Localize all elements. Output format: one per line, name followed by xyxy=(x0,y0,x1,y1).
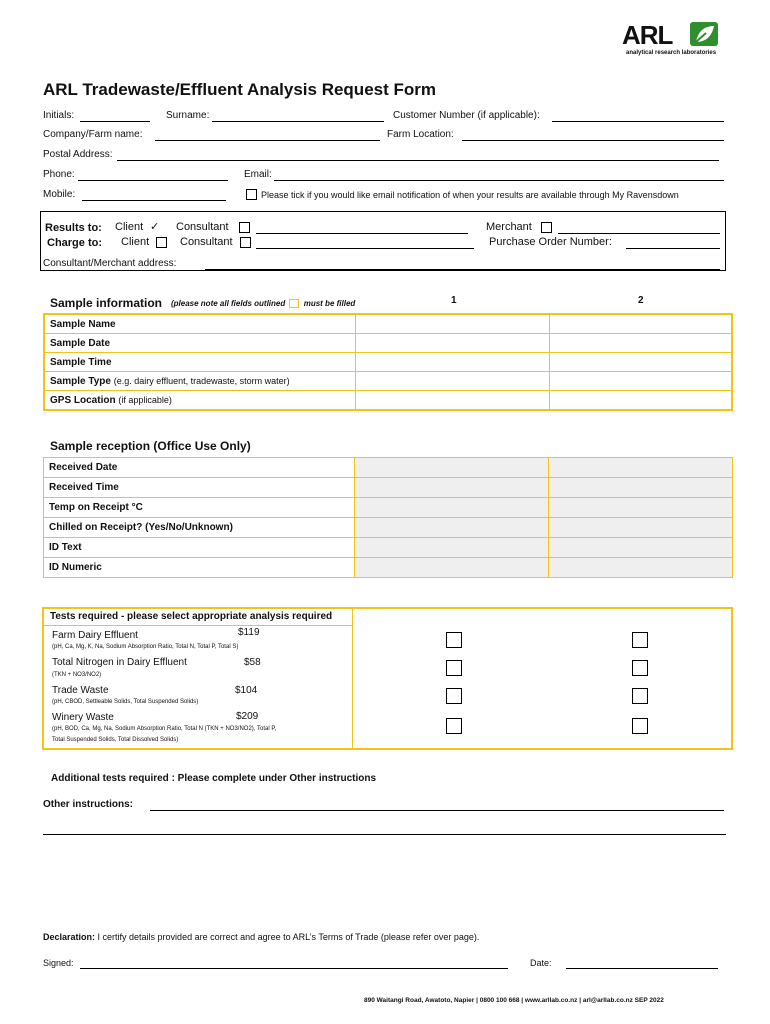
table-row xyxy=(44,314,732,334)
address-field[interactable] xyxy=(205,269,720,270)
signature-field[interactable] xyxy=(80,968,508,969)
row-label: Sample Time xyxy=(50,356,112,368)
other-instructions-field-2[interactable] xyxy=(43,834,726,835)
office-cell xyxy=(549,538,733,558)
outline-legend-icon xyxy=(289,299,299,308)
gps-location-2[interactable] xyxy=(550,391,733,411)
declaration xyxy=(43,932,479,942)
test-desc-farm-dairy: (pH, Ca, Mg, K, Na, Sodium Absorption Ratio, Total N, Total P, Total S) xyxy=(52,644,239,650)
declaration-text: I certify details provided are correct and agree to ARL’s Terms of Trade (please refer over page). xyxy=(97,932,480,942)
charge-to-label: Charge to: xyxy=(47,237,102,249)
email-notify-label: Please tick if you would like email notification of when your results are available through My Ravensdown xyxy=(261,190,679,200)
checkmark-icon[interactable]: ✓ xyxy=(150,221,160,233)
signed-label: Signed: xyxy=(43,958,74,968)
office-cell xyxy=(355,458,549,478)
sample-type-2[interactable] xyxy=(550,372,733,391)
results-client-label: Client xyxy=(115,221,144,233)
row-note: (e.g. dairy effluent, tradewaste, storm water) xyxy=(113,375,290,386)
charge-consultant-field[interactable] xyxy=(256,248,474,249)
office-cell xyxy=(549,558,733,578)
date-field[interactable] xyxy=(566,968,718,969)
office-cell xyxy=(355,478,549,498)
surname-label: Surname: xyxy=(166,110,210,121)
test-desc-winery-waste: (pH, BOD, Ca, Mg, Na, Sodium Absorption Ratio, Total N (TKN + NO3/NO2), Total P, xyxy=(52,726,277,732)
office-cell xyxy=(549,458,733,478)
trade-waste-checkbox-2[interactable] xyxy=(632,688,648,704)
winery-waste-checkbox-2[interactable] xyxy=(632,718,648,734)
date-label: Date: xyxy=(530,958,552,968)
other-instructions-field[interactable] xyxy=(150,810,724,811)
phone-label: Phone: xyxy=(43,169,75,180)
test-name-winery-waste: Winery Waste xyxy=(52,712,114,723)
declaration-label: Declaration: xyxy=(43,932,96,942)
results-merchant-field[interactable] xyxy=(558,233,720,234)
sample-name-2[interactable] xyxy=(550,314,733,334)
table-row xyxy=(44,478,733,498)
sample-info-note-suffix: must be filled xyxy=(303,299,356,308)
test-desc2-winery-waste: Total Suspended Solids, Total Dissolved Solids) xyxy=(52,737,179,743)
email-label: Email: xyxy=(244,169,272,180)
test-price-farm-dairy: $119 xyxy=(238,627,260,638)
farm-dairy-checkbox-2[interactable] xyxy=(632,632,648,648)
office-cell xyxy=(549,518,733,538)
logo-tagline: analytical research laboratories xyxy=(626,50,717,56)
sample-date-1[interactable] xyxy=(356,334,550,353)
tests-column-divider xyxy=(352,607,353,750)
total-nitrogen-checkbox-2[interactable] xyxy=(632,660,648,676)
total-nitrogen-checkbox-1[interactable] xyxy=(446,660,462,676)
sample-info-note xyxy=(171,299,355,308)
farm-location-label: Farm Location: xyxy=(387,129,454,140)
company-label: Company/Farm name: xyxy=(43,129,143,140)
page-title: ARL Tradewaste/Effluent Analysis Request Form xyxy=(43,80,436,99)
farm-location-field[interactable] xyxy=(462,140,724,141)
test-desc-trade-waste: (pH, CBOD, Settleable Solids, Total Suspended Solids) xyxy=(52,699,199,705)
row-label: Temp on Receipt °C xyxy=(49,502,143,513)
office-cell xyxy=(355,558,549,578)
results-consultant-label: Consultant xyxy=(176,221,229,233)
test-desc-total-nitrogen: (TKN + NO3/NO2) xyxy=(52,672,102,678)
postal-label: Postal Address: xyxy=(43,149,113,160)
office-cell xyxy=(355,538,549,558)
office-cell xyxy=(549,478,733,498)
address-label: Consultant/Merchant address: xyxy=(43,258,177,269)
table-row xyxy=(44,334,732,353)
results-merchant-checkbox[interactable] xyxy=(541,222,552,233)
results-consultant-field[interactable] xyxy=(256,233,468,234)
test-name-farm-dairy: Farm Dairy Effluent xyxy=(52,630,138,641)
farm-dairy-checkbox-1[interactable] xyxy=(446,632,462,648)
reception-title: Sample reception (Office Use Only) xyxy=(50,439,251,453)
row-label: Sample Date xyxy=(50,337,111,349)
charge-client-label: Client xyxy=(121,236,150,248)
table-row xyxy=(44,518,733,538)
arl-logo xyxy=(622,20,722,60)
tests-header: Tests required - please select appropriate analysis required xyxy=(50,611,333,622)
customer-number-field[interactable] xyxy=(552,121,724,122)
row-label: Sample Name xyxy=(50,318,116,330)
po-number-field[interactable] xyxy=(626,248,720,249)
sample-name-1[interactable] xyxy=(356,314,550,334)
test-name-trade-waste: Trade Waste xyxy=(52,685,109,696)
results-merchant-label: Merchant xyxy=(486,221,532,233)
winery-waste-checkbox-1[interactable] xyxy=(446,718,462,734)
column-1-header: 1 xyxy=(451,295,457,306)
reception-table xyxy=(43,457,733,578)
table-row xyxy=(44,372,732,391)
row-label: ID Text xyxy=(49,542,82,553)
phone-field[interactable] xyxy=(78,180,228,181)
initials-field[interactable] xyxy=(80,121,150,122)
table-row xyxy=(44,498,733,518)
sample-time-2[interactable] xyxy=(550,353,733,372)
email-field[interactable] xyxy=(274,180,724,181)
results-consultant-checkbox[interactable] xyxy=(239,222,250,233)
office-cell xyxy=(355,518,549,538)
mobile-field[interactable] xyxy=(82,200,226,201)
table-row xyxy=(44,538,733,558)
table-row xyxy=(44,391,732,411)
logo-text: ARL xyxy=(622,20,673,50)
po-number-label: Purchase Order Number: xyxy=(489,236,612,248)
row-note: (if applicable) xyxy=(118,394,172,405)
additional-tests-note: Additional tests required : Please complete under Other instructions xyxy=(51,773,377,784)
sample-info-title: Sample information xyxy=(50,296,163,310)
row-label: GPS Location xyxy=(50,394,116,406)
postal-field[interactable] xyxy=(117,160,719,161)
email-notify-checkbox[interactable] xyxy=(246,189,257,200)
column-2-header: 2 xyxy=(638,295,644,306)
charge-consultant-label: Consultant xyxy=(180,236,233,248)
office-cell xyxy=(355,498,549,518)
leaf-icon xyxy=(690,22,718,46)
table-row xyxy=(44,353,732,372)
tests-header-divider xyxy=(42,625,352,626)
charge-client-checkbox[interactable] xyxy=(156,237,167,248)
other-instructions-label: Other instructions: xyxy=(43,799,134,810)
charge-consultant-checkbox[interactable] xyxy=(240,237,251,248)
results-to-label: Results to: xyxy=(45,222,102,234)
row-label: Sample Type xyxy=(50,375,111,387)
test-price-total-nitrogen: $58 xyxy=(244,657,261,668)
row-label: ID Numeric xyxy=(49,562,102,573)
gps-location-1[interactable] xyxy=(356,391,550,411)
sample-time-1[interactable] xyxy=(356,353,550,372)
surname-field[interactable] xyxy=(212,121,384,122)
initials-label: Initials: xyxy=(43,110,75,121)
trade-waste-checkbox-1[interactable] xyxy=(446,688,462,704)
row-label: Chilled on Receipt? (Yes/No/Unknown) xyxy=(49,522,233,533)
table-row xyxy=(44,458,733,478)
row-label: Received Time xyxy=(49,482,119,493)
test-price-winery-waste: $209 xyxy=(236,711,259,722)
table-row xyxy=(44,558,733,578)
company-field[interactable] xyxy=(155,140,380,141)
test-name-total-nitrogen: Total Nitrogen in Dairy Effluent xyxy=(52,657,187,668)
test-price-trade-waste: $104 xyxy=(235,685,258,696)
office-cell xyxy=(549,498,733,518)
footer-text: 890 Waitangi Road, Awatoto, Napier | 0800 100 668 | www.arllab.co.nz | arl@arllab.co.nz SEP 2022 xyxy=(364,997,664,1004)
sample-info-note-prefix: (please note all fields outlined xyxy=(171,299,286,308)
mobile-label: Mobile: xyxy=(43,189,76,200)
customer-number-label: Customer Number (if applicable): xyxy=(393,110,540,121)
sample-type-1[interactable] xyxy=(356,372,550,391)
row-label: Received Date xyxy=(49,462,118,473)
sample-info-table xyxy=(43,313,733,411)
sample-date-2[interactable] xyxy=(550,334,733,353)
